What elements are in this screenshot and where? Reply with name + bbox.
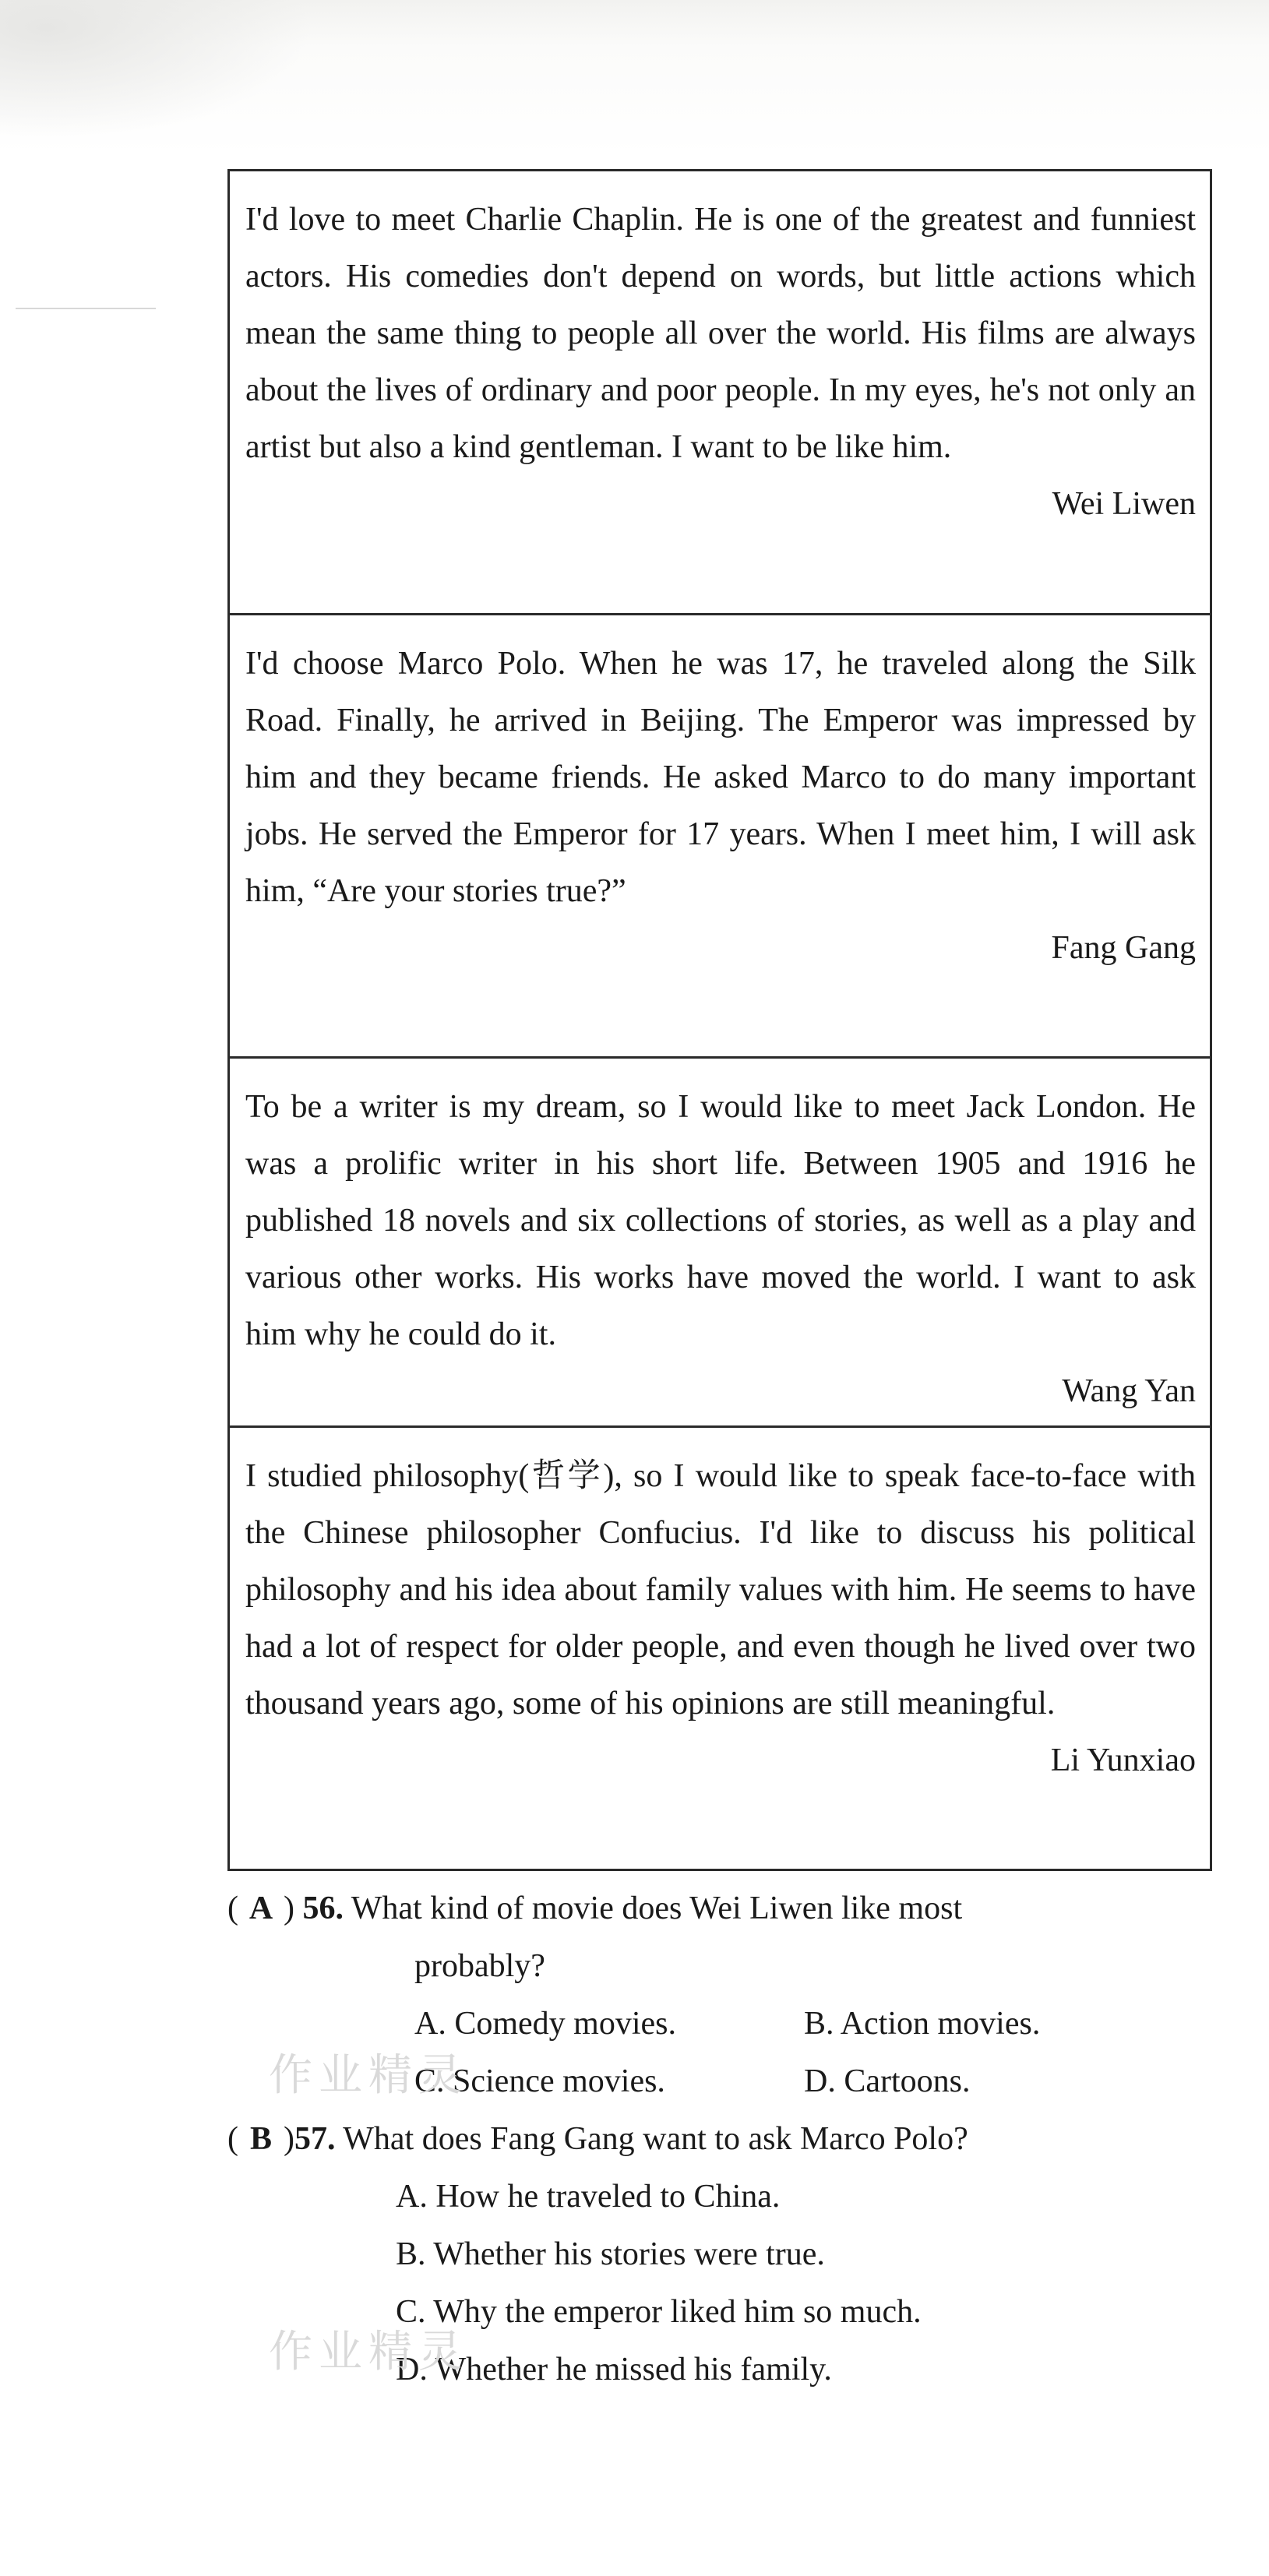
option-c: C. Why the emperor liked him so much. (396, 2294, 922, 2330)
question-56-stem (227, 1880, 1225, 1937)
paren-close: ) (284, 1891, 294, 1926)
passage-author: Fang Gang (1051, 930, 1196, 966)
question-57-stem (227, 2110, 1225, 2168)
scan-line (16, 308, 156, 309)
option-d: D. Whether he missed his family. (396, 2352, 832, 2387)
question-57-option-b (227, 2225, 1225, 2283)
passage-li-yunxiao (230, 1425, 1210, 1871)
question-stem-continued: probably? (414, 1948, 545, 1984)
passage-author: Wei Liwen (1052, 486, 1196, 522)
passage-text: I'd love to meet Charlie Chaplin. He is one of the greatest and funniest actors. His comedies don't depend on words, but little actions which mean the same thing to people all over the world. His films are always about the lives of ordinary and poor people. In my eyes, he's not only an artist but also a kind gentleman. I want to be like him. (245, 202, 1196, 465)
question-number: 57. (294, 2121, 336, 2157)
answer-56: A (249, 1891, 273, 1926)
watermark: 作业精灵 (269, 2327, 468, 2377)
question-number: 56. (302, 1891, 344, 1926)
passage-fang-gang (230, 613, 1210, 1056)
question-stem: What kind of movie does Wei Liwen like most (351, 1891, 963, 1926)
question-56-stem-cont (227, 1937, 1225, 1995)
passage-text: I studied philosophy(哲学), so I would like to speak face-to-face with the Chinese philosopher Confucius. I'd like to discuss his political philosophy and his idea about family values with him. He seems to have had a lot of respect for older people, and even though he lived over two thousand years ago, some of his opinions are still meaningful. (245, 1458, 1196, 1721)
question-stem: What does Fang Gang want to ask Marco Polo? (343, 2121, 968, 2157)
passage-author: Wang Yan (1062, 1373, 1196, 1409)
scan-shadow (0, 0, 312, 140)
passage-text: To be a writer is my dream, so I would like to meet Jack London. He was a prolific writer in his short life. Between 1905 and 1916 he published 18 novels and six collections of stories, as well as a play and various other works. His works have moved the world. I want to ask him why he could do it. (245, 1089, 1196, 1352)
passage-box (227, 169, 1212, 1871)
paren-open: ( (227, 2121, 238, 2157)
option-d: D. Cartoons. (804, 2063, 971, 2099)
passage-wei-liwen (230, 171, 1210, 613)
option-a: A. How he traveled to China. (396, 2179, 781, 2215)
watermark: 作业精灵 (269, 2050, 468, 2101)
option-a: A. Comedy movies. (414, 2006, 676, 2042)
paren-close: ) (284, 2121, 294, 2157)
option-b: B. Whether his stories were true. (396, 2236, 825, 2272)
paren-open: ( (227, 1891, 238, 1926)
option-c: C. Science movies. (414, 2063, 665, 2099)
passage-wang-yan (230, 1056, 1210, 1425)
passage-text: I'd choose Marco Polo. When he was 17, he traveled along the Silk Road. Finally, he arrived in Beijing. The Emperor was impressed by him and they became friends. He asked Marco to do many important jobs. He served the Emperor for 17 years. When I meet him, I will ask him, “Are your stories true?” (245, 646, 1196, 909)
answer-57: B (249, 2121, 272, 2157)
question-57-option-a (227, 2168, 1225, 2225)
option-b: B. Action movies. (804, 2006, 1041, 2042)
passage-author: Li Yunxiao (1050, 1743, 1196, 1778)
